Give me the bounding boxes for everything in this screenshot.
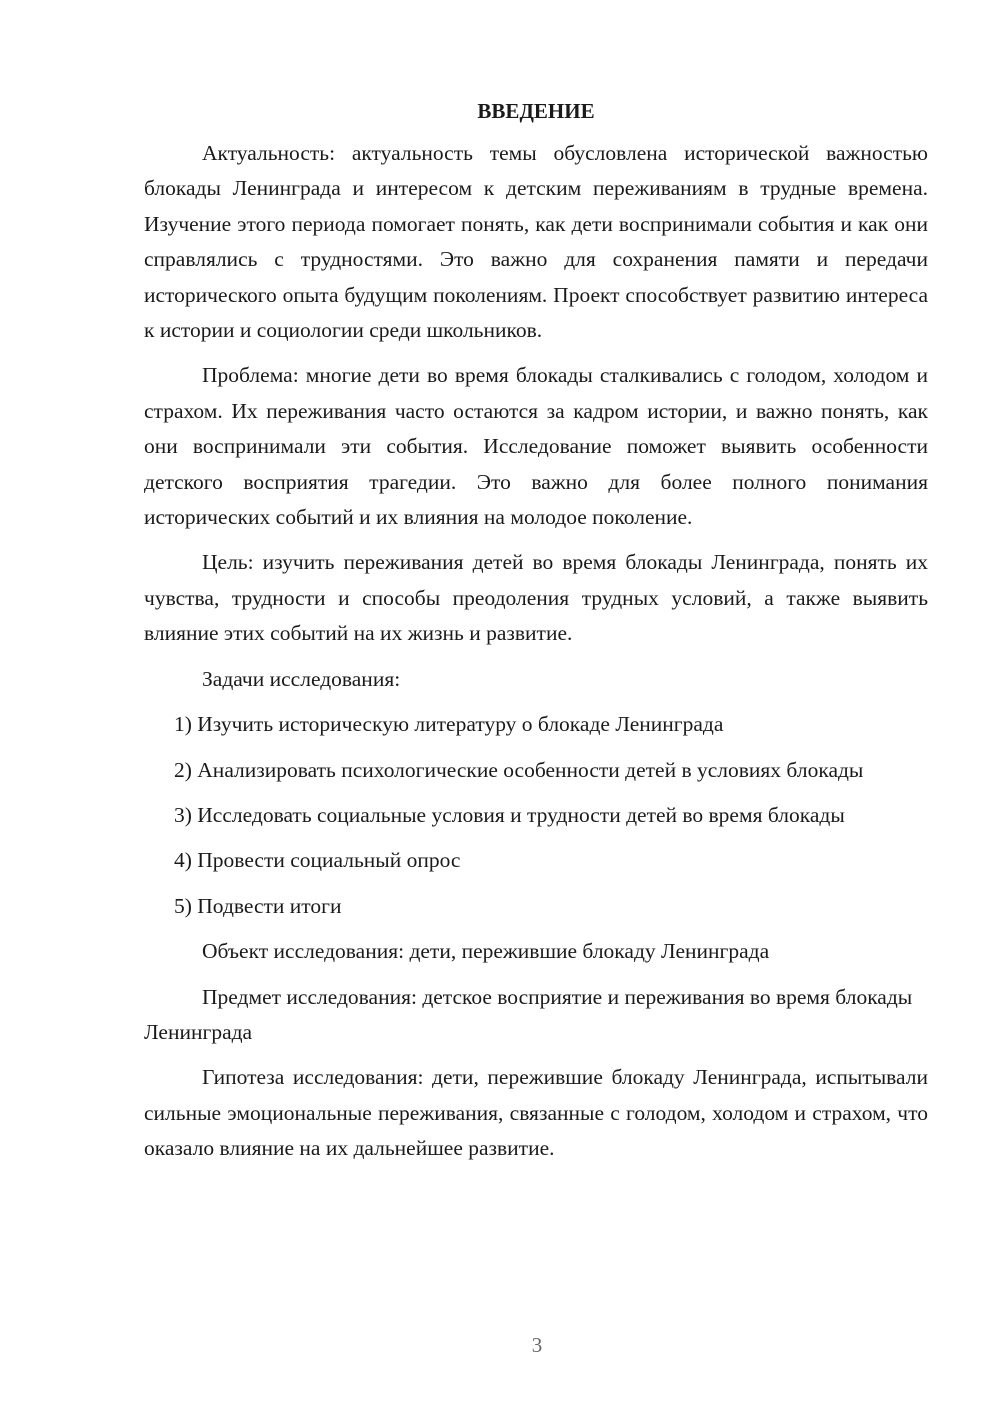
task-item: 3) Исследовать социальные условия и трудности детей во время блокады: [174, 802, 845, 827]
page-number: 3: [531, 1333, 543, 1357]
task-item: 2) Анализировать психологические особенности детей в условиях блокады: [174, 757, 864, 782]
task-item: 5) Подвести итоги: [174, 893, 342, 918]
problem-paragraph: Проблема: многие дети во время блокады сталкивались с голодом, холодом и страхом. Их переживания часто остаются за кадром истории, и важно понять, как они воспринимали эти события. Исследование поможет выявить особенности детского восприятия трагедии. Это важно для более полного понимания исторических событий и их влияния на молодое поколение.: [144, 363, 928, 530]
page-content: [144, 96, 928, 1177]
tasks-heading: Задачи исследования:: [202, 666, 401, 691]
task-item: 1) Изучить историческую литературу о блокаде Ленинграда: [174, 712, 724, 737]
task-item: 4) Провести социальный опрос: [174, 848, 461, 873]
research-hypothesis: Гипотеза исследования: дети, пережившие блокаду Ленинграда, испытывали сильные эмоциональные переживания, связанные с голодом, холодом и страхом, что оказало влияние на их дальнейшее развитие.: [144, 1065, 928, 1161]
relevance-paragraph: Актуальность: актуальность темы обусловлена исторической важностью блокады Ленинграда и интересом к детским переживаниям в трудные времена. Изучение этого периода помогает понять, как дети воспринимали события и как они справлялись с трудностями. Это важно для сохранения памяти и передачи исторического опыта будущим поколениям. Проект способствует развитию интереса к истории и социологии среди школьников.: [144, 141, 928, 343]
research-object: Объект исследования: дети, пережившие блокаду Ленинграда: [202, 939, 770, 964]
section-title: ВВЕДЕНИЕ: [477, 99, 595, 123]
goal-paragraph: Цель: изучить переживания детей во время блокады Ленинграда, понять их чувства, трудности и способы преодоления трудных условий, а также выявить влияние этих событий на их жизнь и развитие.: [144, 550, 928, 646]
research-subject: Предмет исследования: детское восприятие и переживания во время блокады Ленинграда: [144, 984, 913, 1044]
